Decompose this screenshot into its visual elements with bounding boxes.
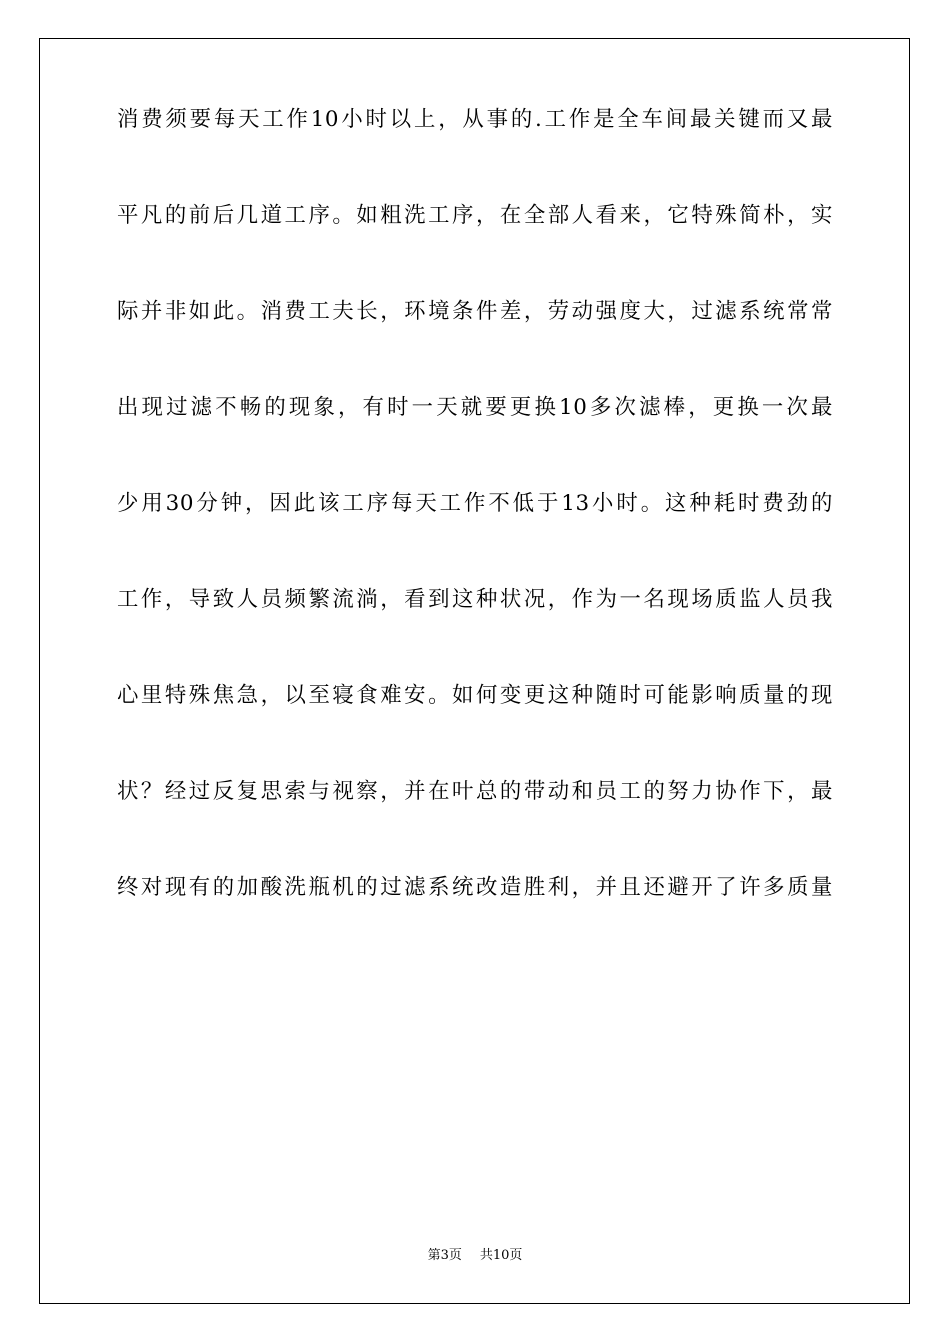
text-line: 际并非如此。消费工夫长，环境条件差，劳动强度大，过滤系统常常 xyxy=(117,299,833,324)
page-total: 共10页 xyxy=(479,1248,523,1263)
text-line: 工作，导致人员频繁流淌，看到这种状况，作为一名现场质监人员我 xyxy=(117,587,833,612)
text-line: 出现过滤不畅的现象，有时一天就要更换10多次滤棒，更换一次最 xyxy=(117,395,833,420)
page-footer xyxy=(0,1248,950,1264)
text-line: 少用30分钟，因此该工序每天工作不低于13小时。这种耗时费劲的 xyxy=(117,491,833,516)
text-line: 平凡的前后几道工序。如粗洗工序，在全部人看来，它特殊简朴，实 xyxy=(117,203,833,228)
document-body xyxy=(117,107,833,984)
text-line: 终对现有的加酸洗瓶机的过滤系统改造胜利，并且还避开了许多质量 xyxy=(117,875,833,900)
text-line: 消费须要每天工作10小时以上，从事的.工作是全车间最关键而又最 xyxy=(117,107,833,132)
text-line: 心里特殊焦急，以至寝食难安。如何变更这种随时可能影响质量的现 xyxy=(117,683,833,708)
page-number: 第3页 xyxy=(427,1248,462,1263)
text-line: 状？经过反复思索与视察，并在叶总的带动和员工的努力协作下，最 xyxy=(117,779,833,804)
